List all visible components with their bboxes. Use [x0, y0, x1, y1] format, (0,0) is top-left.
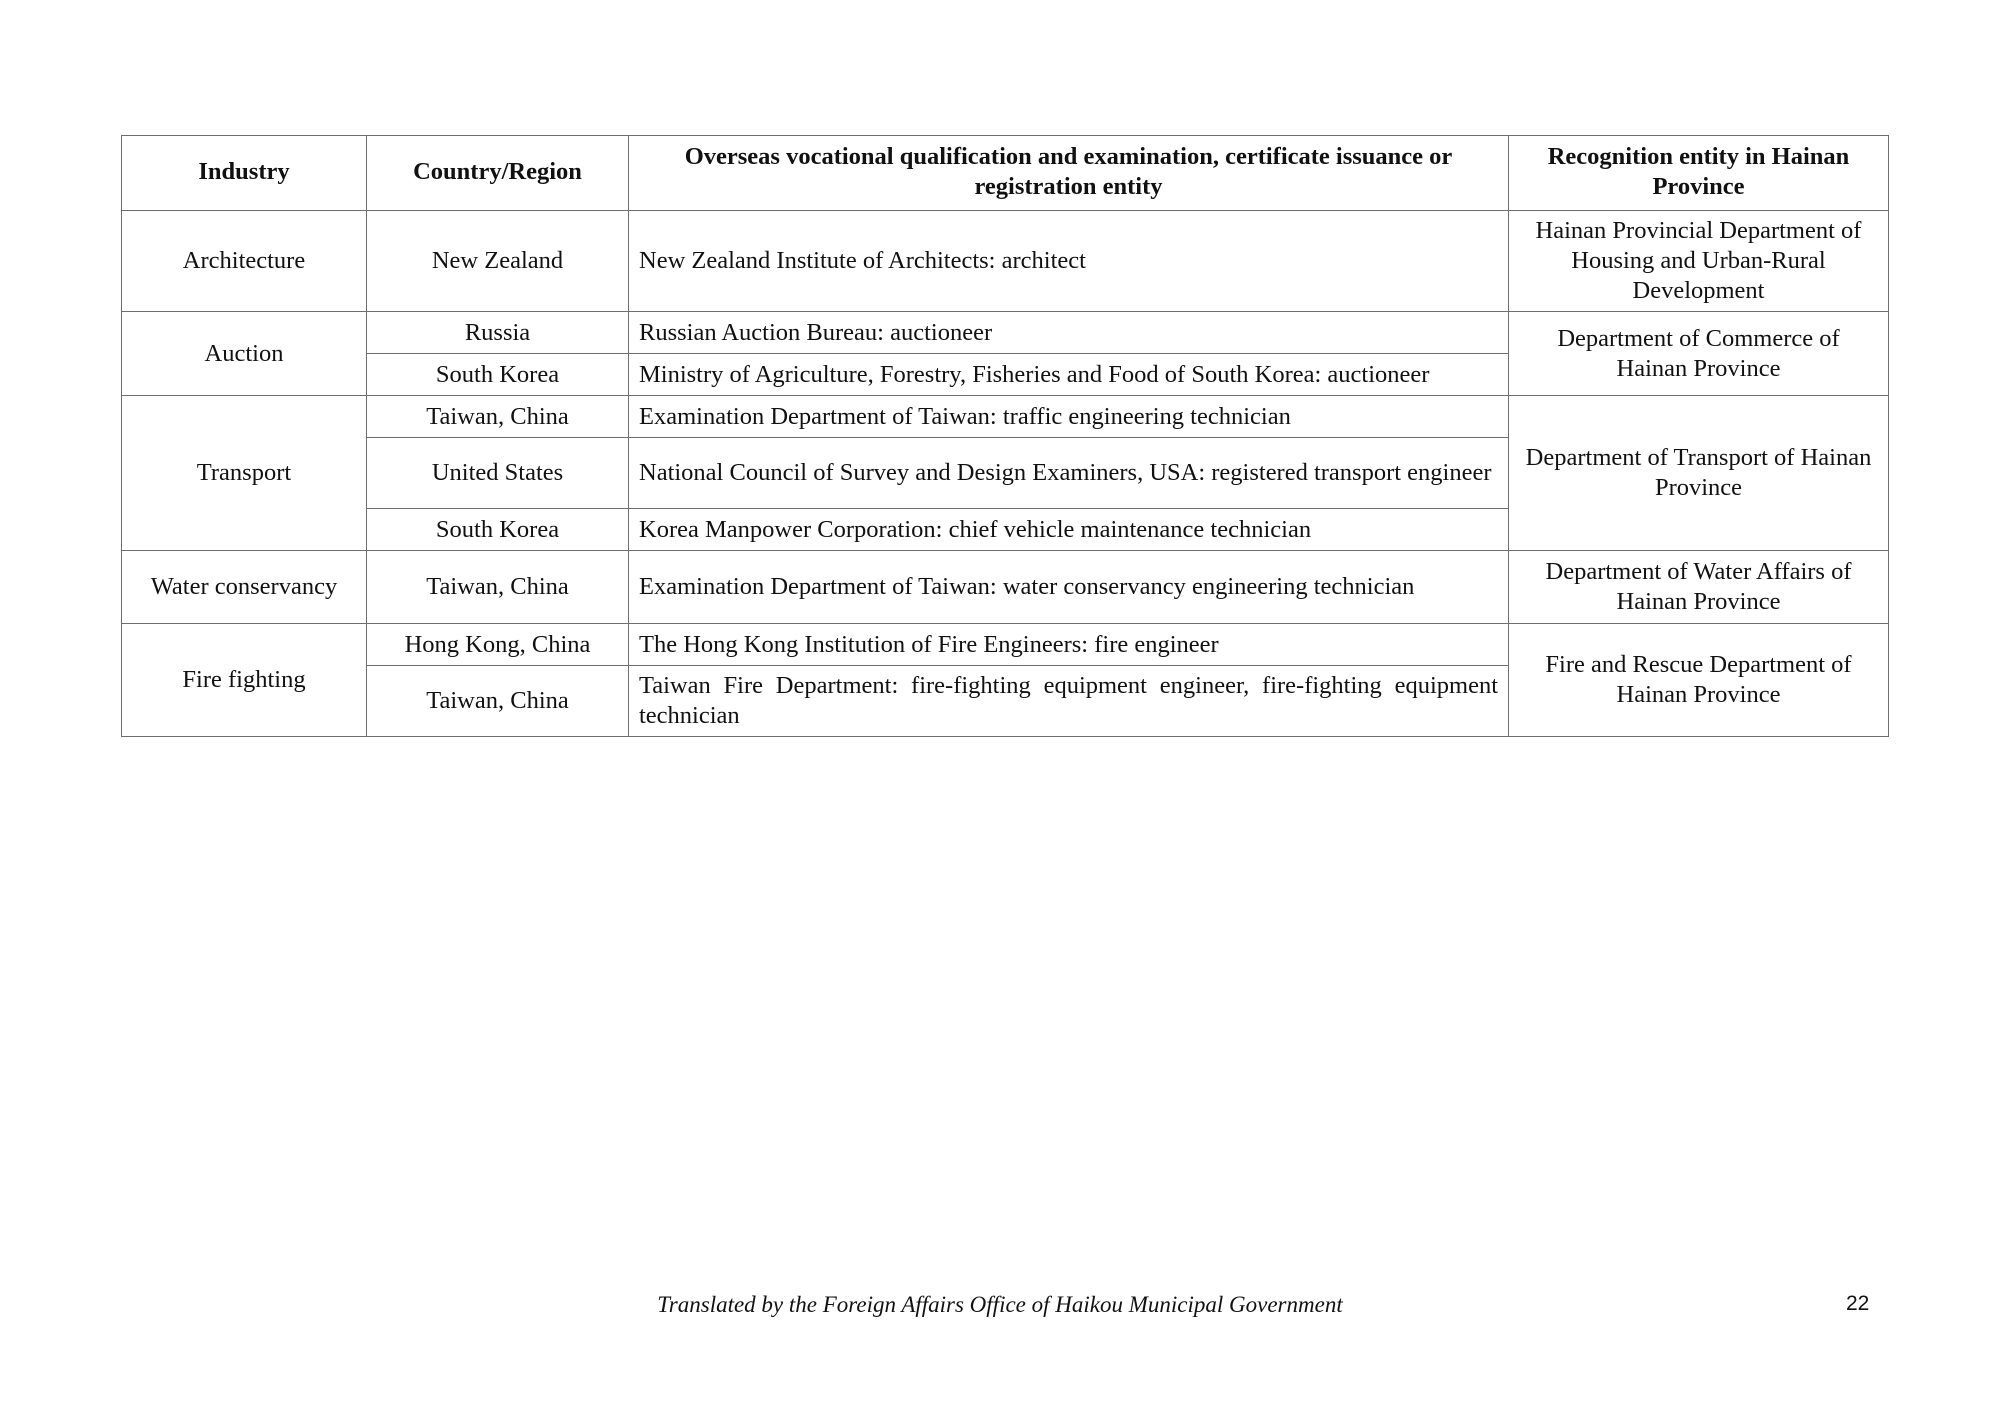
country-cell: Russia — [367, 312, 629, 354]
recognition-cell: Department of Commerce of Hainan Province — [1509, 312, 1889, 396]
country-cell: United States — [367, 438, 629, 509]
country-cell: New Zealand — [367, 211, 629, 312]
header-recognition-entity: Recognition entity in Hainan Province — [1509, 136, 1889, 211]
country-cell: Hong Kong, China — [367, 624, 629, 666]
entity-cell: National Council of Survey and Design Examiners, USA: registered transport engineer — [629, 438, 1509, 509]
industry-cell: Fire fighting — [122, 624, 367, 737]
entity-cell: Russian Auction Bureau: auctioneer — [629, 312, 1509, 354]
country-cell: Taiwan, China — [367, 396, 629, 438]
table-row — [122, 211, 1889, 312]
table-row — [122, 624, 1889, 666]
table-row — [122, 396, 1889, 438]
header-country-region: Country/Region — [367, 136, 629, 211]
industry-cell: Water conservancy — [122, 551, 367, 624]
industry-cell: Architecture — [122, 211, 367, 312]
recognition-cell: Department of Transport of Hainan Province — [1509, 396, 1889, 551]
page-number: 22 — [1846, 1292, 1870, 1315]
table-row — [122, 312, 1889, 354]
entity-cell: Taiwan Fire Department: fire-fighting equipment engineer, fire-fighting equipment technician — [629, 666, 1509, 737]
entity-cell: The Hong Kong Institution of Fire Engineers: fire engineer — [629, 624, 1509, 666]
country-cell: Taiwan, China — [367, 551, 629, 624]
qualification-recognition-table — [121, 135, 1889, 737]
recognition-cell: Fire and Rescue Department of Hainan Province — [1509, 624, 1889, 737]
industry-cell: Transport — [122, 396, 367, 551]
country-cell: South Korea — [367, 354, 629, 396]
entity-cell: Ministry of Agriculture, Forestry, Fisheries and Food of South Korea: auctioneer — [629, 354, 1509, 396]
recognition-cell: Hainan Provincial Department of Housing and Urban-Rural Development — [1509, 211, 1889, 312]
industry-cell: Auction — [122, 312, 367, 396]
entity-cell: Examination Department of Taiwan: traffic engineering technician — [629, 396, 1509, 438]
table-header-row — [122, 136, 1889, 211]
translator-credit-footer: Translated by the Foreign Affairs Office of Haikou Municipal Government — [657, 1292, 1343, 1317]
header-industry: Industry — [122, 136, 367, 211]
recognition-cell: Department of Water Affairs of Hainan Province — [1509, 551, 1889, 624]
country-cell: South Korea — [367, 509, 629, 551]
header-overseas-entity: Overseas vocational qualification and examination, certificate issuance or registration entity — [629, 136, 1509, 211]
entity-cell: Examination Department of Taiwan: water conservancy engineering technician — [629, 551, 1509, 624]
entity-cell: New Zealand Institute of Architects: architect — [629, 211, 1509, 312]
table-row — [122, 551, 1889, 624]
entity-cell: Korea Manpower Corporation: chief vehicle maintenance technician — [629, 509, 1509, 551]
country-cell: Taiwan, China — [367, 666, 629, 737]
